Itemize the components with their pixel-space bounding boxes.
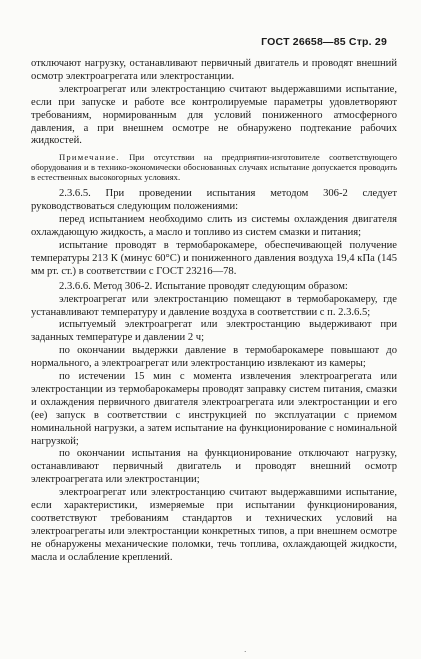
- note-text: При отсутствии на предприятии-изготовителе соответствующего оборудования и в технико-экономически обоснованных случаях испытание допускается проводить в естественных высокогорных условиях.: [31, 152, 397, 183]
- paragraph: по окончании выдержки давление в термобарокамере повышают до нормального, а электроагрегат или электростанцию извлекают из камеры;: [31, 345, 397, 370]
- section-heading: 2.3.6.5. При проведении испытания методом 306-2 следует руководствоваться следующим положениями:: [31, 188, 397, 213]
- section-heading: 2.3.6.6. Метод 306-2. Испытание проводят следующим образом:: [59, 280, 348, 292]
- paragraph: электроагрегат или электростанцию считают выдержавшими испытание, если характеристики, измеряемые при испытании функционирования, соответствуют требованиям стандартов и технических условий на электроагрегаты или электростанции конкретных типов, а при внешнем осмотре не обнаружены механические поломки, течь топлива, охлаждающей жидкости, масла и ослабление креплений.: [31, 487, 397, 563]
- paragraph: перед испытанием необходимо слить из системы охлаждения двигателя охлаждающую жидкость, а масло и топливо из систем смазки и питания;: [31, 214, 397, 239]
- page-header: [261, 36, 387, 48]
- paragraph: отключают нагрузку, останавливают первичный двигатель и проводят внешний осмотр электроагрегата или электростанции.: [31, 58, 397, 82]
- note-label: Примечание.: [59, 152, 120, 163]
- paragraph: электроагрегат или электростанцию считают выдержавшими испытание, если при запуске и работе все контролируемые параметры удовлетворяют требованиям, нормированным для условий пониженного атмосферного давления, а при внешнем осмотре не обнаружено подтекание рабочих жидкостей.: [31, 83, 397, 147]
- paragraph: испытание проводят в термобарокамере, обеспечивающей получение температуры 213 К (минус 60°С) и пониженного давления воздуха 19,4 кПа (145 мм рт. ст.) в соответствии с ГОСТ 23216—78.: [31, 239, 397, 277]
- paragraph: по истечении 15 мин с момента извлечения электроагрегата или электростанции из термобарокамеры проводят заправку систем питания, смазки и охлаждения первичного двигателя электроагрегата или электростанции и его (ее) запуск в соответствии с инструкцией по эксплуатации с приемом номинальной нагрузки, а затем испытание на функционирование с номинальной нагрузкой;: [31, 371, 397, 447]
- paragraph: электроагрегат или электростанцию помещают в термобарокамеру, где устанавливают температуру и давление воздуха в соответствии с п. 2.3.6.5;: [31, 293, 397, 318]
- scan-mark: ·: [244, 648, 247, 656]
- paragraph: испытуемый электроагрегат или электростанцию выдерживают при заданных температуре и давлении 2 ч;: [31, 319, 397, 344]
- paragraph: по окончании испытания на функционирование отключают нагрузку, останавливают первичный двигатель и проводят внешний осмотр электроагрегата или электростанции;: [31, 448, 397, 486]
- document-body: [31, 58, 397, 565]
- page-number: 29: [374, 36, 387, 48]
- page-label: Стр.: [348, 36, 372, 48]
- note: [31, 152, 397, 182]
- standard-code: ГОСТ 26658—85: [261, 36, 346, 48]
